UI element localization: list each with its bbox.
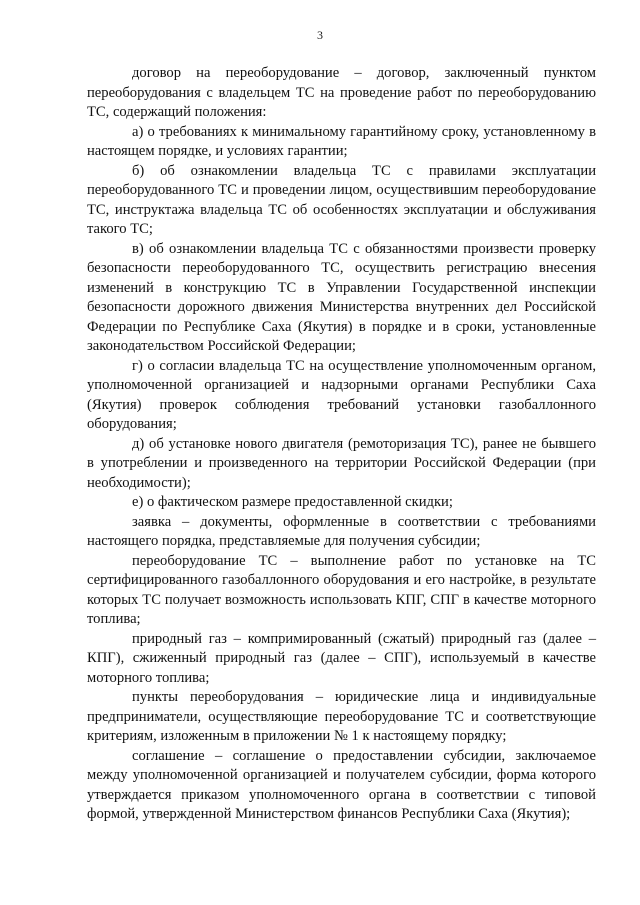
paragraph-definition-natural-gas: природный газ – компримированный (сжатый) природный газ (далее – КПГ), сжиженный природный газ (далее – СПГ), используемый в качестве моторного топлива; [87,630,596,686]
paragraph-definition-agreement: соглашение – соглашение о предоставлении субсидии, заключаемое между уполномоченной организацией и получателем субсидии, форма которого утверждается приказом уполномоченного органа в соответствии с типовой формой, утвержденной Министерством финансов Республики Саха (Якутия); [87,747,596,822]
paragraph-definition-conversion-contract: договор на переоборудование – договор, заключенный пунктом переоборудования с владельцем ТС на проведение работ по переоборудованию ТС, содержащий положения: [87,65,596,120]
paragraph-item-g: г) о согласии владельца ТС на осуществление уполномоченным органом, уполномоченной организацией и надзорными органами Республики Саха (Якутия) проверок соблюдения требований установки газобаллонного оборудования; [87,357,596,432]
page-number: 3 [317,28,323,42]
paragraph-definition-conversion-points: пункты переоборудования – юридические лица и индивидуальные предприниматели, осуществляющие переоборудование ТС и соответствующие критериям, изложенным в приложении № 1 к настоящему порядку; [87,689,596,744]
paragraph-item-e: е) о фактическом размере предоставленной скидки; [132,494,453,510]
paragraph-item-d: д) об установке нового двигателя (ремоторизация ТС), ранее не бывшего в употреблении и произведенного на территории Российской Федерации (при необходимости); [87,435,596,491]
document-body [87,64,596,825]
paragraph-definition-conversion: переоборудование ТС – выполнение работ по установке на ТС сертифицированного газобаллонного оборудования и его настройке, в результате которых ТС получает возможность использовать КПГ, СПГ в качестве моторного топлива; [87,552,596,627]
paragraph-definition-application: заявка – документы, оформленные в соответствии с требованиями настоящего порядка, представляемые для получения субсидии; [87,513,596,549]
paragraph-item-a: а) о требованиях к минимальному гарантийному сроку, установленному в настоящем порядке, и условиях гарантии; [87,123,596,159]
paragraph-item-v: в) об ознакомлении владельца ТС с обязанностями произвести проверку безопасности переоборудованного ТС, осуществить регистрацию внесения изменений в конструкцию ТС в Управлении Государственной инспекции безопасности дорожного движения Министерства внутренних дел Российской Федерации по Республике Саха (Якутия) в порядке и в сроки, установленные законодательством Российской Федерации; [87,240,596,354]
paragraph-item-b: б) об ознакомлении владельца ТС с правилами эксплуатации переоборудованного ТС и проведении лицом, осуществившим переоборудование ТС, инструктажа владельца ТС об особенностях эксплуатации и обслуживания такого ТС; [87,162,596,237]
